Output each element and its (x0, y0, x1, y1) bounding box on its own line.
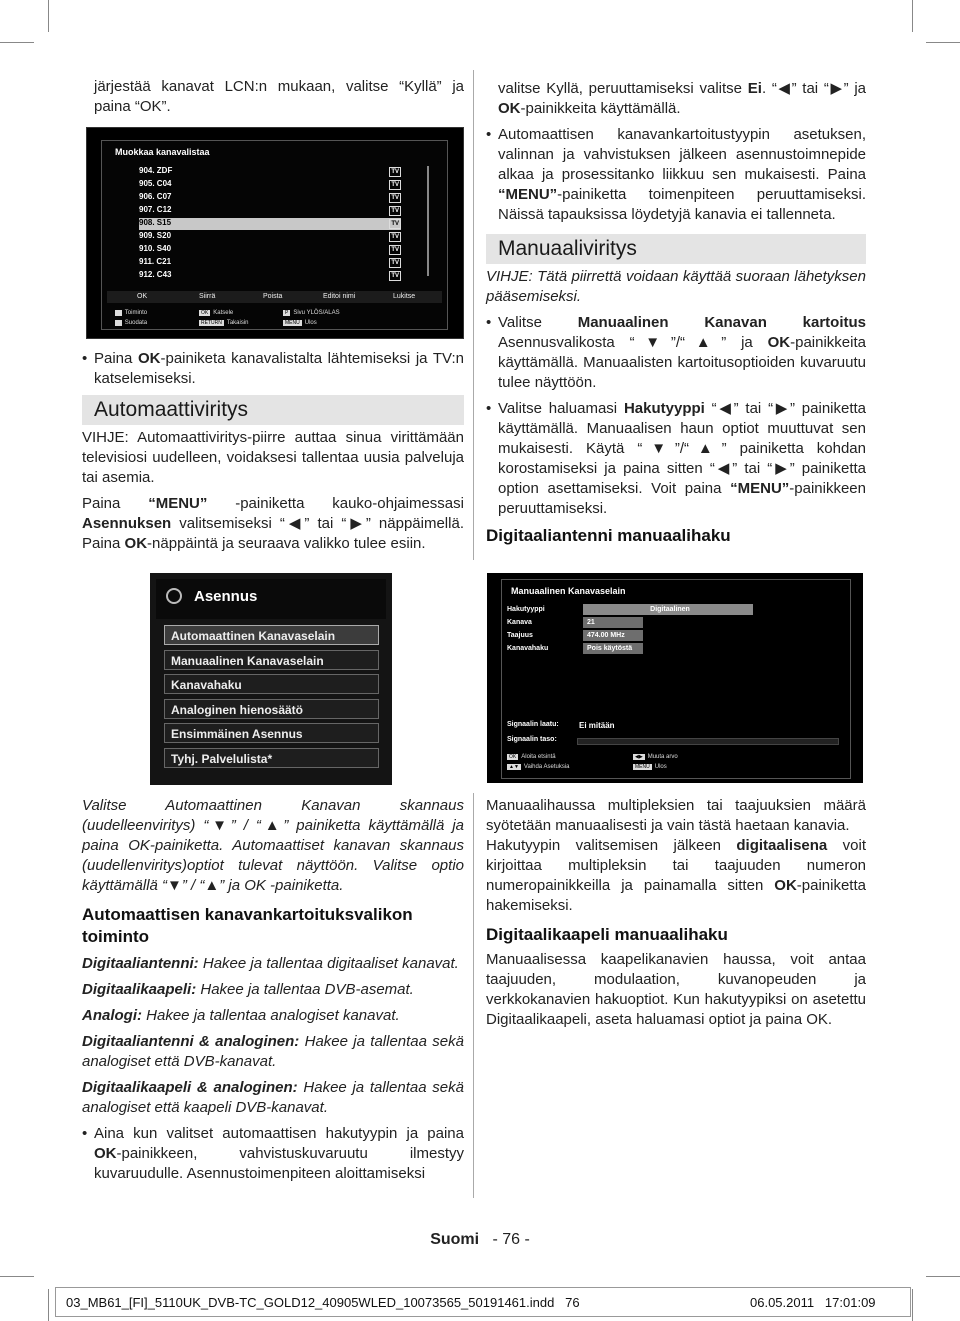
install-menu-screenshot (150, 573, 392, 785)
crop-mark (912, 1289, 913, 1321)
left-arrow-icon: ◀ (714, 460, 733, 477)
down-arrow-icon: ▼ (634, 334, 671, 351)
install-menu-item[interactable]: Analoginen hienosäätö (164, 699, 379, 719)
channel-row[interactable] (139, 205, 401, 217)
channel-name: 907. C12 (139, 205, 172, 214)
install-title: Asennus (194, 588, 258, 605)
signal-quality-value: Ei mitään (579, 721, 615, 730)
intro-paragraph: järjestää kanavat LCN:n mukaan, valitse “Kyllä” ja paina “OK”. (94, 78, 464, 115)
channel-name: 905. C04 (139, 179, 172, 188)
page-key-icon: P (285, 310, 289, 316)
signal-level-label: Signaalin taso: (507, 736, 557, 743)
install-menu-item[interactable]: Automaattinen Kanavaselain (164, 625, 379, 645)
menu-key-icon: MENU (285, 320, 300, 326)
left-arrow-icon: ◀ (776, 80, 792, 97)
button-row (107, 291, 442, 303)
subheading-digital-cable: Digitaalikaapeli manuaalihaku (486, 925, 728, 944)
channel-row[interactable] (139, 218, 401, 230)
definition-item: Digitaaliantenni & analoginen: Hakee ja tallentaa sekä analogiset että DVB-kanavat. (82, 1033, 464, 1070)
channel-row[interactable] (139, 166, 401, 178)
bullet-manual-select: • Valitse Manuaalinen Kanavan kartoitus Asennusvalikosta “▼”/“▲” ja OK-painikkeita käyttämällä. Manuaalisten kartoitusoptioiden kuvaruutu tulee näyttöön. (486, 313, 866, 393)
settings-icon (166, 588, 182, 604)
channel-name: 911. C21 (139, 257, 172, 266)
tv-badge: TV (391, 208, 399, 214)
install-menu-item[interactable]: Kanavahaku (164, 674, 379, 694)
color-key-icon (115, 310, 122, 316)
up-arrow-icon: ▲ (685, 334, 722, 351)
channel-list-screenshot (86, 127, 464, 339)
channel-row[interactable] (139, 257, 401, 269)
crop-mark (0, 1276, 34, 1277)
crop-mark (926, 42, 960, 43)
left-arrow-icon: ◀ (716, 400, 734, 417)
page-footer (0, 1231, 960, 1249)
up-arrow-icon: ▲ (689, 440, 722, 457)
bullet-confirm: • Aina kun valitset automaattisen hakutyypin ja paina OK-painikkeen, vahvistuskuvaruutu ilmestyy kuvaruudulle. Asennustoimenpiteen aloittamiseksi (82, 1124, 464, 1184)
legend-back: RETURN Takaisin (201, 320, 249, 326)
legend-start-search: OK Aloita etsintä (509, 754, 556, 760)
return-key-icon: RETURN (201, 320, 222, 326)
color-key-icon (115, 320, 122, 326)
ok-key-icon: OK (201, 310, 209, 316)
channel-row[interactable] (139, 244, 401, 256)
paragraph-manual-mux: Manuaalihaussa multipleksien tai taajuuksien määrä syötetään manuaalisesti ja vain tästä haetaan kanavia. (486, 797, 866, 834)
channel-name: 904. ZDF (139, 166, 173, 175)
legend-function: Toiminto (115, 310, 147, 316)
right-arrow-icon: ▶ (346, 515, 366, 532)
setting-value[interactable]: 21 (583, 617, 643, 628)
definition-item: Digitaalikaapeli: Hakee ja tallentaa DVB-asemat. (82, 981, 414, 998)
legend-change-value: ◀▶ Muuta arvo (635, 754, 678, 760)
definition-list (82, 954, 464, 1118)
tv-badge: TV (391, 195, 399, 201)
channel-name: 912. C43 (139, 270, 172, 279)
tv-badge: TV (391, 182, 399, 188)
bottom-left-column (82, 796, 464, 1184)
right-arrow-icon: ▶ (773, 400, 790, 417)
right-column-top (486, 79, 866, 547)
page-number: - 76 - (492, 1231, 530, 1248)
ok-key-icon: OK (509, 754, 517, 760)
crop-mark (48, 0, 49, 32)
channel-row[interactable] (139, 231, 401, 243)
paragraph-cable: Manuaalisessa kaapelikanavien haussa, voit antaa taajuuden, modulaation, kuvanopeuden ja verkkokanavien hakuoptiot. Kun hakutyypiksi on asetettu Digitaalikaapeli, aseta haluamasi optiot ja paina OK. (486, 951, 866, 1028)
definition-item: Digitaaliantenni: Hakee ja tallentaa digitaaliset kanavat. (82, 955, 459, 972)
setting-value[interactable]: Digitaalinen (583, 604, 753, 615)
header-bar (156, 579, 386, 619)
screen-title: Muokkaa kanavalistaa (115, 147, 210, 157)
setting-value[interactable]: Pois käytöstä (583, 643, 643, 654)
signal-level-bar (577, 738, 839, 745)
left-column-top (82, 77, 464, 117)
bullet-search-type: • Valitse haluamasi Hakutyyppi “◀” tai “▶” painiketta käyttämällä. Manuaalisen haun optiot muuttuvat sen mukaisesti. Käytä “▼”/“▲” painiketta kohdan korostamiseksi ja paina sitten “◀” tai “▶” painiketta option asettamiseksi. Voit paina “MENU”-painikkeen peruuttamiseksi. (486, 399, 866, 519)
legend-exit: MENU Ulos (285, 320, 317, 326)
bottom-right-column (486, 796, 866, 1030)
crop-mark (48, 1289, 49, 1321)
paragraph-digital: Hakutyypin valitsemisen jälkeen digitaalisena voit kirjoittaa multipleksin tai taajuuden numeron numeropainikkeilla ja painamalla sitten OK-painiketta hakemiseksi. (486, 837, 866, 914)
bullet-ok-exit: • Paina OK-painiketa kanavalistalta lähtemiseksi ja TV:n katselemiseksi. (82, 349, 464, 389)
manual-scan-screenshot (487, 573, 863, 783)
setting-label: Taajuus (507, 632, 533, 639)
setting-label: Hakutyyppi (507, 606, 545, 613)
paragraph-auto-scan: Valitse Automaattinen Kanavan skannaus (uudelleenviritys) “▼” / “▲” painiketta käyttämällä ja paina OK-painiketta. Automaattiset kanavan skannaus (uudellenviritys)optiot tulevat näyttöön. Valitse optio käyttämällä “▼” / “▲” ja OK -painiketta. (82, 797, 464, 894)
right-arrow-icon: ▶ (772, 460, 790, 477)
setting-label: Kanava (507, 619, 532, 626)
crop-mark (912, 0, 913, 32)
tv-badge: TV (391, 169, 399, 175)
channel-name: 909. S20 (139, 231, 172, 240)
install-menu-item[interactable]: Tyhj. Palvelulista* (164, 748, 379, 768)
tv-badge: TV (391, 247, 399, 253)
hint-manual: VIHJE: Tätä piirrettä voidaan käyttää suoraan lähetyksen pääsemiseksi. (486, 268, 866, 305)
setting-value[interactable]: 474.00 MHz (583, 630, 643, 641)
edit-name-button[interactable]: Editoi nimi (323, 293, 356, 300)
column-divider (473, 793, 474, 1198)
channel-name: 910. S40 (139, 244, 172, 253)
legend-change-settings: ▲▼ Vaihda Asetuksia (509, 764, 570, 770)
hint-auto: VIHJE: Automaattiviritys-piirre auttaa sinua virittämään televisiosi uudelleen, voidaksesi tallentaa uusia palveluja tai asemia. (82, 429, 464, 486)
section-heading-auto: Automaattiviritys (82, 395, 464, 425)
bullet-auto-progress: • Automaattisen kanavankartoitustyypin asetuksen, valinnan ja vahvistuksen jälkeen asennustoimnepide alkaa ja prosessitanko liikkuu sen mukaisesti. Paina “MENU”-painiketta toimenpiteen peruuttamiseksi. Näissä tapauksissa löydetyjä kanavia ei tallenneta. (486, 125, 866, 225)
paragraph-confirm: valitse Kyllä, peruuttamiseksi valitse Ei. “◀” tai “▶” ja OK-painikkeita käyttämällä. (498, 80, 867, 117)
section-heading-manual: Manuaaliviritys (486, 234, 866, 264)
legend-exit: MENU Ulos (635, 764, 667, 770)
manual-title: Manuaalinen Kanavaselain (511, 586, 626, 596)
subheading-digital-antenna: Digitaaliantenni manuaalihaku (486, 526, 731, 545)
channel-name: 908. S15 (139, 218, 172, 227)
signal-quality-label: Signaalin laatu: (507, 721, 559, 728)
legend-page: P Sivu YLÖS/ALAS (285, 310, 340, 316)
definition-item: Digitaalikaapeli & analoginen: Hakee ja tallentaa sekä analogiset että kaapeli DVB-kanavat. (82, 1079, 464, 1116)
legend-watch: OK Katsele (201, 310, 234, 316)
channel-row[interactable] (139, 192, 401, 204)
lock-button[interactable]: Lukitse (393, 293, 416, 300)
scrollbar[interactable] (427, 166, 429, 276)
definition-item: Analogi: Hakee ja tallentaa analogiset kanavat. (82, 1007, 400, 1024)
tv-badge: TV (391, 234, 399, 240)
channel-name: 906. C07 (139, 192, 172, 201)
install-menu-item[interactable]: Ensimmäinen Asennus (164, 723, 379, 743)
subheading-auto-scan-functions: Automaattisen kanavankartoituksvalikon toiminto (82, 905, 413, 946)
legend-filter: Suodata (115, 320, 147, 326)
channel-row[interactable] (139, 179, 401, 191)
delete-button[interactable]: Poista (263, 293, 283, 300)
move-button[interactable]: Siirrä (199, 293, 216, 300)
install-menu-item[interactable]: Manuaalinen Kanavaselain (164, 650, 379, 670)
left-column-mid (82, 349, 464, 554)
crop-mark (926, 1276, 960, 1277)
column-divider (473, 70, 474, 560)
language-label: Suomi (430, 1231, 480, 1248)
down-arrow-icon: ▼ (642, 440, 675, 457)
crop-mark (0, 42, 34, 43)
right-arrow-icon: ▶ (828, 80, 844, 97)
tv-badge: TV (391, 273, 399, 279)
paragraph-menu: Paina “MENU” -painiketta kauko-ohjaimessasi Asennuksen valitsemiseksi “◀” tai “▶” näppäimellä. Paina OK-näppäintä ja seuraava valikko tulee esiin. (82, 495, 464, 552)
menu-key-icon: MENU (635, 764, 650, 770)
slug-date: 06.05.2011 17:01:09 (750, 1295, 876, 1310)
left-arrow-icon: ◀ (284, 515, 305, 532)
tv-badge: TV (391, 260, 399, 266)
slug-filename: 03_MB61_[FI]_5110UK_DVB-TC_GOLD12_40905WLED_10073565_50191461.indd 76 (66, 1295, 580, 1310)
channel-row[interactable] (139, 270, 401, 282)
tv-badge: TV (391, 221, 399, 227)
lr-key-icon: ◀▶ (635, 754, 643, 760)
nav-key-icon: ▲▼ (509, 764, 519, 770)
ok-button[interactable]: OK (137, 293, 148, 300)
setting-label: Kanavahaku (507, 645, 549, 652)
